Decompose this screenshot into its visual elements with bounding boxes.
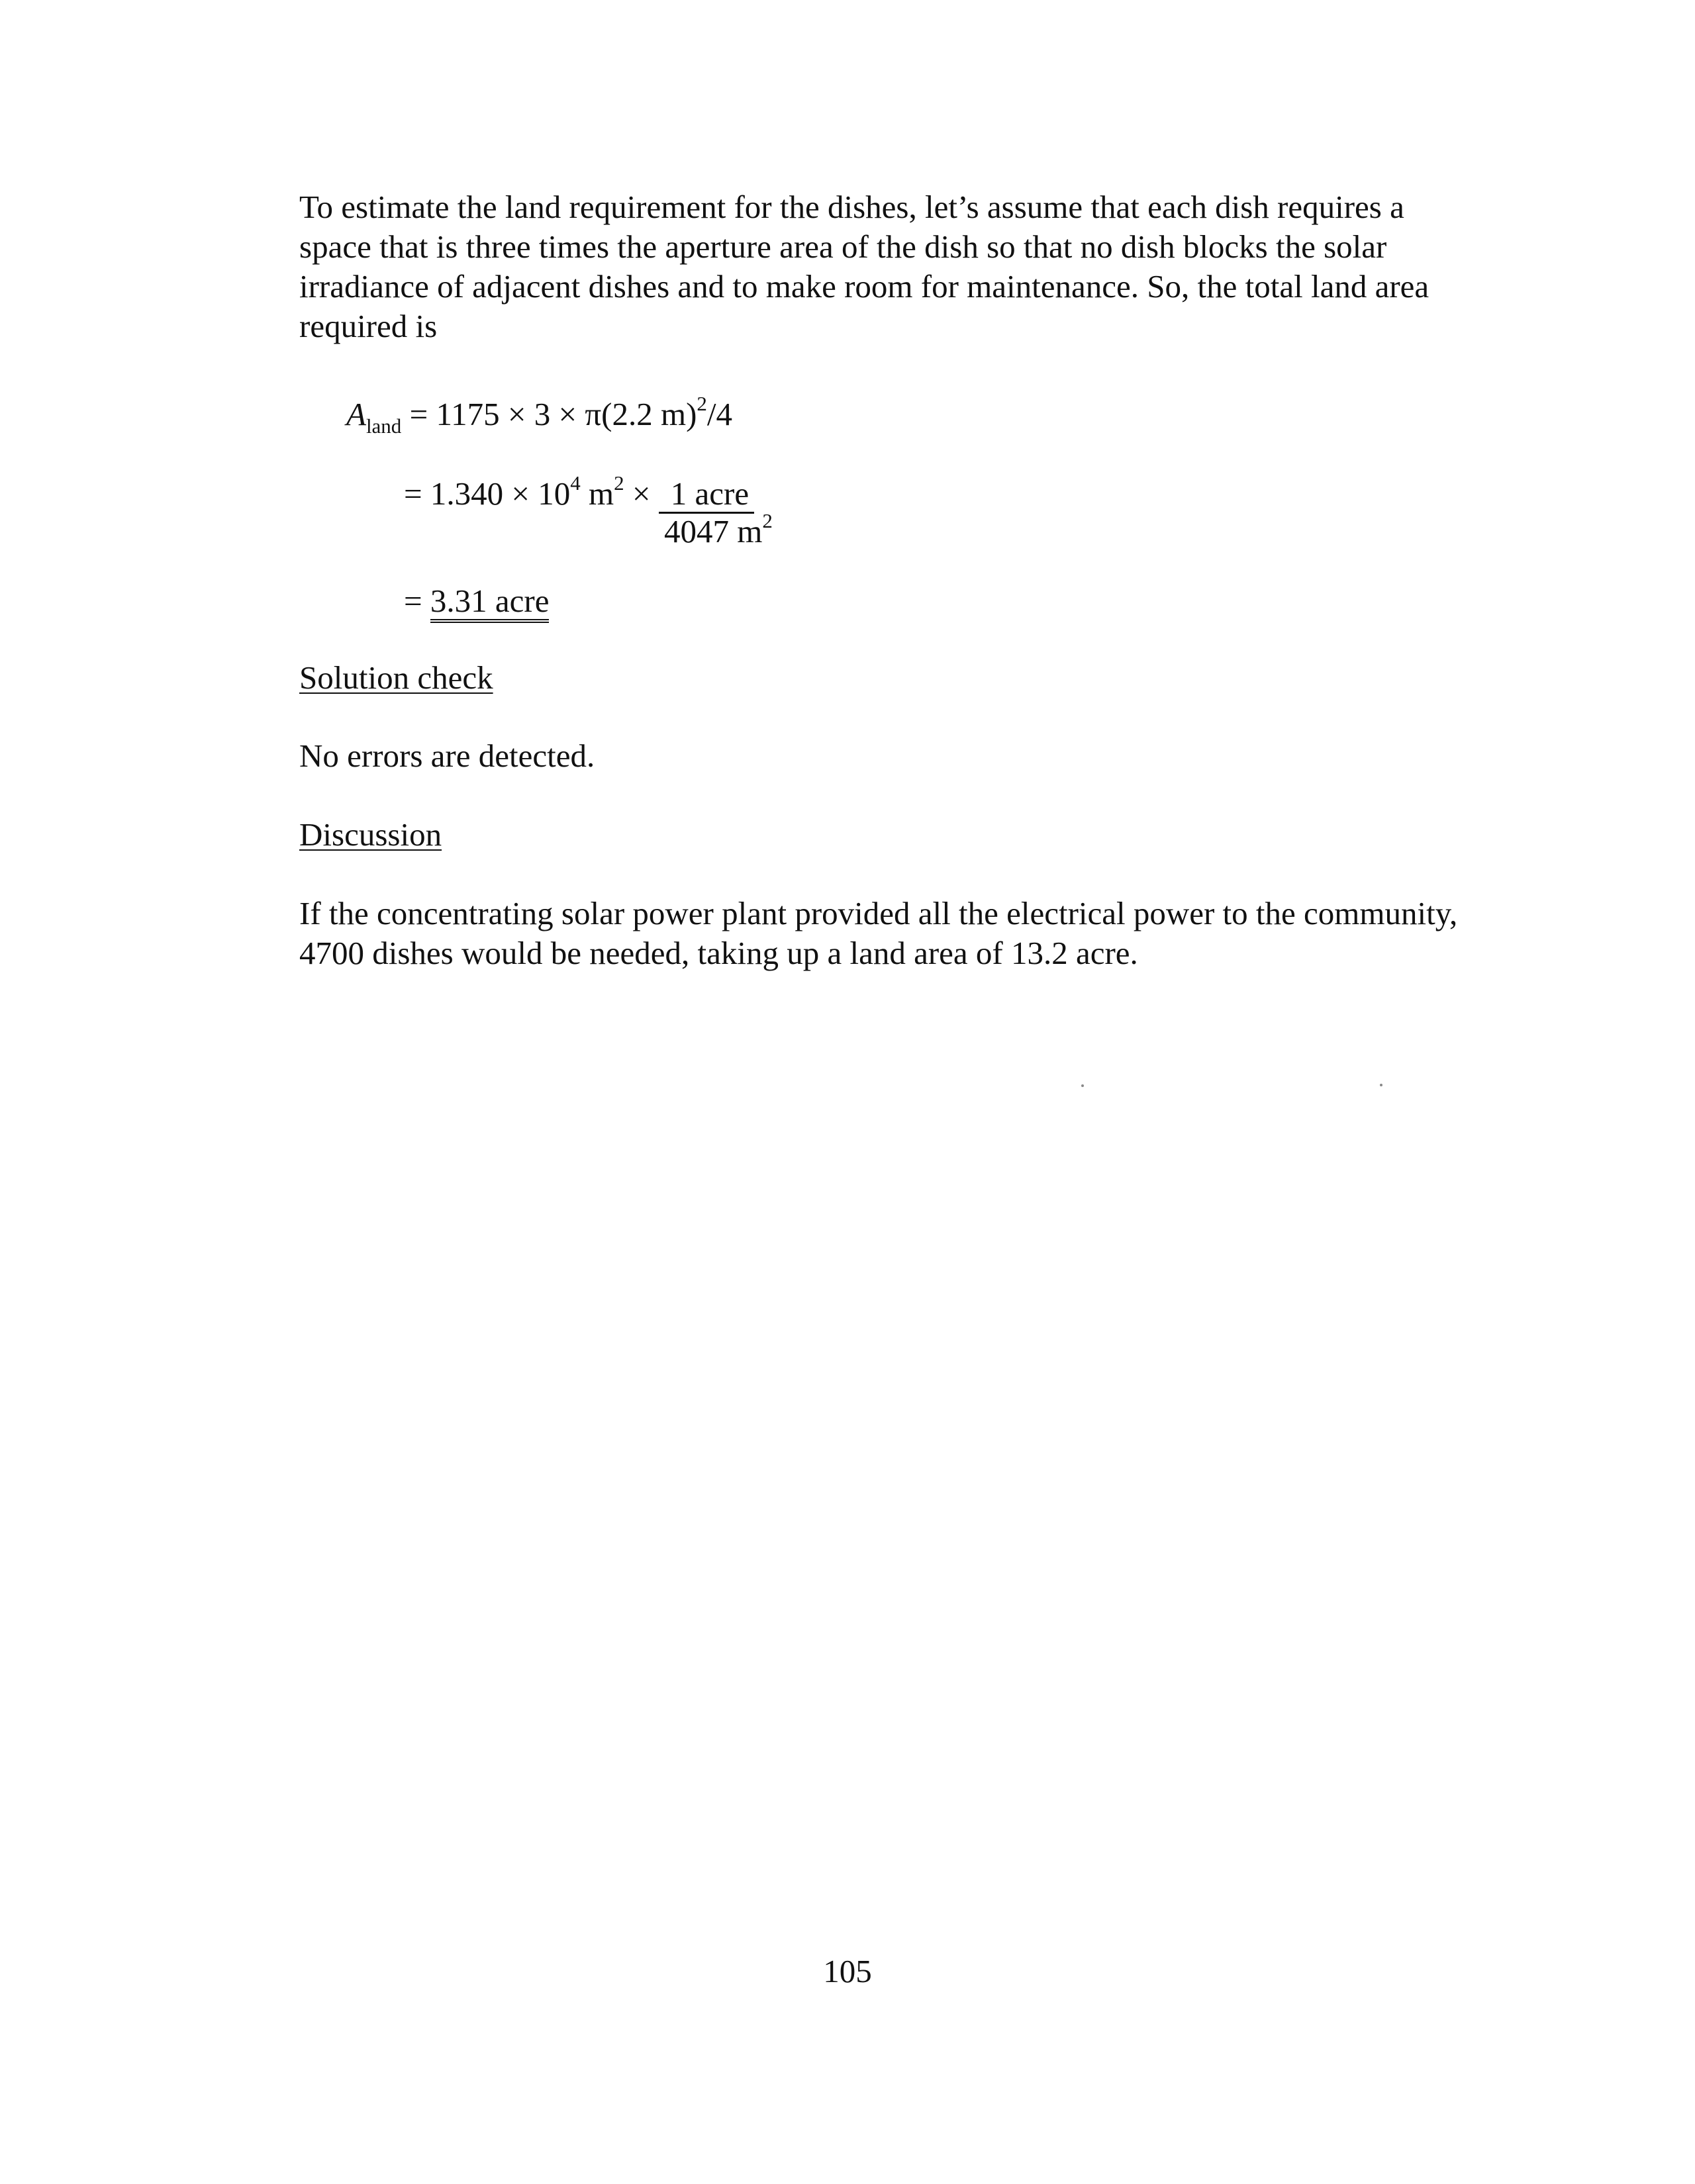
- equation-lhs-symbol: A: [346, 396, 366, 432]
- equation-line1-tail: /4: [706, 396, 733, 432]
- intro-line-3: irradiance of adjacent dishes and to make room for maintenance. So, the total land area: [299, 268, 1429, 305]
- equation-line3-prefix: =: [404, 583, 430, 619]
- equation-result: 3.31 acre: [430, 583, 550, 623]
- equation-line-1: [346, 384, 732, 446]
- equation-line-3: [404, 581, 549, 623]
- fraction-denominator-exponent: 2: [762, 509, 773, 532]
- solution-check-paragraph: [299, 736, 1478, 776]
- equation-line2-times: ×: [624, 475, 659, 512]
- intro-line-4: required is: [299, 308, 438, 344]
- equation-line2-unit-exponent: 2: [614, 471, 624, 495]
- fraction-numerator: 1 acre: [659, 476, 754, 514]
- fraction-denominator: [664, 501, 773, 551]
- intro-paragraph: [299, 187, 1478, 346]
- equation-line2-prefix: = 1.340 × 10: [404, 475, 571, 512]
- fraction-denominator-text: 4047 m: [664, 513, 763, 549]
- discussion-paragraph: [299, 894, 1478, 973]
- discussion-heading: Discussion: [299, 816, 442, 853]
- solution-check-heading: Solution check: [299, 659, 493, 696]
- intro-line-2: space that is three times the aperture area of the dish so that no dish blocks the solar: [299, 228, 1387, 265]
- equation-line2-unit: m: [580, 475, 614, 512]
- page-number: 105: [823, 1953, 872, 1989]
- scan-speck: [1380, 1084, 1382, 1086]
- solution-check-text: No errors are detected.: [299, 737, 595, 774]
- equation-line1-rhs: = 1175 × 3 × π(2.2 m): [401, 396, 697, 432]
- equation-line2-exponent: 4: [570, 471, 581, 495]
- intro-line-1: To estimate the land requirement for the dishes, let’s assume that each dish requires a: [299, 189, 1404, 225]
- discussion-line-1: If the concentrating solar power plant provided all the electrical power to the community,: [299, 895, 1458, 931]
- equation-line1-exponent: 2: [697, 392, 707, 415]
- equation-lhs-subscript: land: [365, 414, 402, 438]
- discussion-line-2: 4700 dishes would be needed, taking up a land area of 13.2 acre.: [299, 935, 1138, 971]
- scan-speck: [1081, 1084, 1084, 1087]
